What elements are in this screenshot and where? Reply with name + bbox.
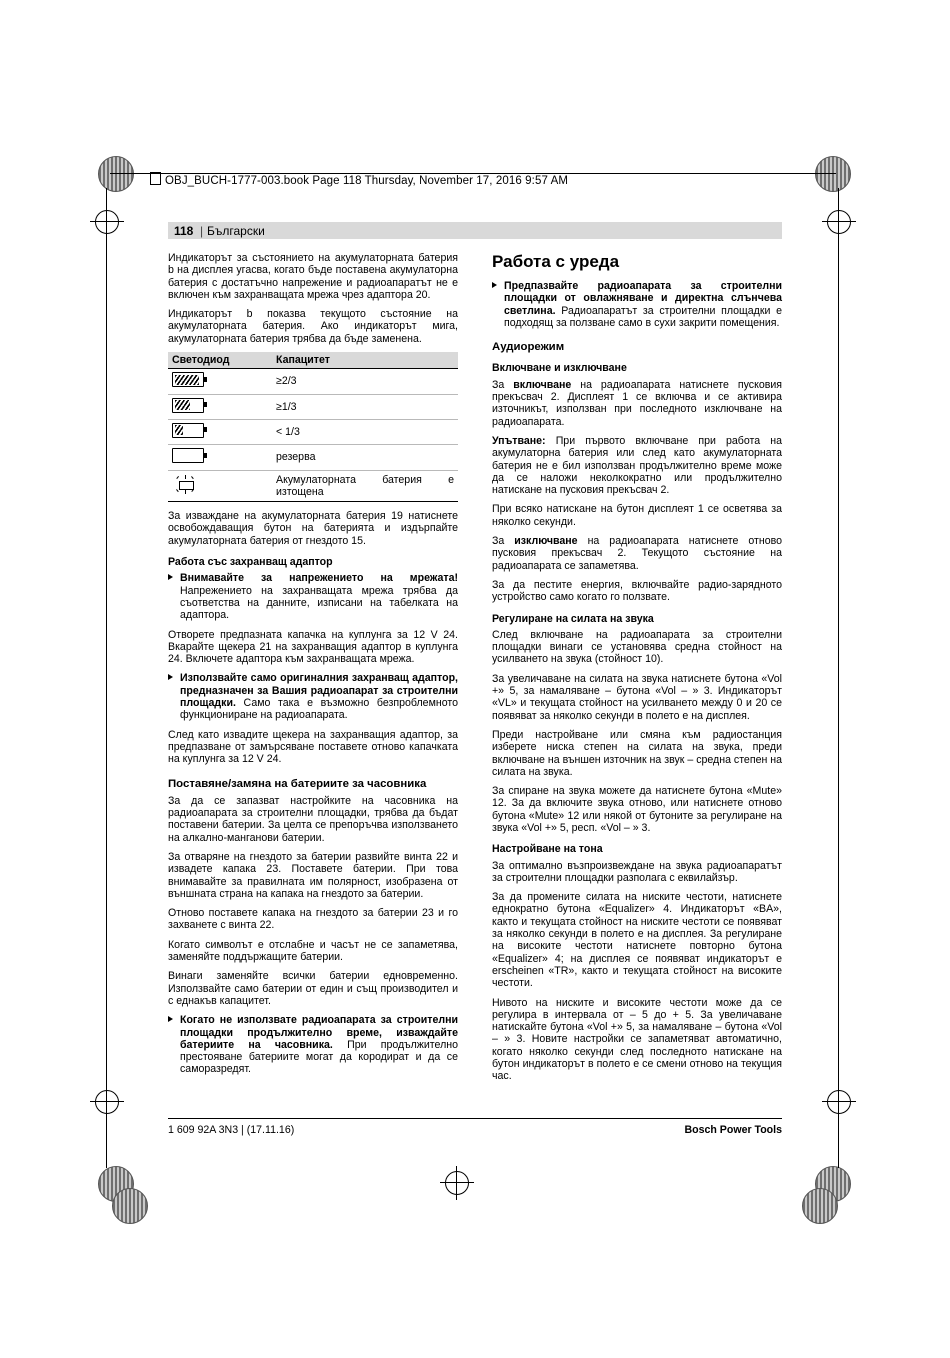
paragraph-note [492,435,782,496]
crop-mark-bottom-center-left [440,1166,474,1200]
paragraph-display-light: При всяко натискане на бутон дисплеят 1 се осветява за няколко секунди. [492,503,782,528]
bullet-bold-text: Когато не използвате радиоапарата за строителни площадки продължително време, изваждайте батериите на часовника. [180,1014,458,1051]
table-header-led: Светодиод [168,352,272,369]
bullet-bold-text: Използвайте само оригиналния захранващ адаптор, предназначен за Вашия радиоапарат за строителни площадки. [180,672,458,710]
capacity-value: < 1/3 [272,419,458,444]
heading-on-off: Включване и изключване [492,362,627,375]
paragraph-remove-battery: За изваждане на акумулаторната батерия 19 натиснете освобождаващия бутон на батерията и издърпайте акумулаторната батерия от гнездото 15. [168,510,458,547]
capacity-value: резерва [272,445,458,470]
switch-off-rest: на радиоапарата натиснете отново пусковия прекъсвач 2. Текущото състояние на радиоапарата се запаметява. [492,535,782,572]
paragraph-volume-3: Преди настройване или смяна към радиостанция изберете ниска степен на силата на звука, преди включване на външен източник на звук – средна степен на силата на звука. [492,728,782,778]
left-column [168,252,458,1083]
footer-brand: Bosch Power Tools [684,1124,782,1136]
table-row [168,394,458,419]
paragraph-clock-1: За да се запазват настройките на часовника на радиоапарата за строителни площадки, трябва да бъдат поставени батерии. За целта се препоръчва използването на алкално-манганови батерии. [168,794,458,844]
table-row [168,369,458,394]
paragraph-switch-on [492,379,782,428]
paragraph-volume-2: За увеличаване на силата на звука натиснете бутона «Vol +» 5, за намаляване – бутона «Vol – » 3. Индикаторът «VL» и текущата стойност на усилването между 0 и 20 се появяват за няколко секунди в полето e на дисплея. [492,672,782,722]
lamp-blinking-icon [168,470,272,502]
switch-off-pre: За [492,535,515,548]
paragraph-clock-5: Винаги заменяйте всички батерии едновременно. Използвайте само батерии от един и същ производител и с еднакъв капацитет. [168,970,458,1007]
bullet-text: При продължително престояване батериите могат да кородират и да се саморазредят. [180,1038,458,1076]
running-head [168,222,782,239]
battery-one-third-icon [168,419,272,444]
bullet-text: Напрежението на захранващата мрежа трябва да съответства на данните, изписани на табелката на адаптора. [180,584,458,622]
heading-volume: Регулиране на силата на звука [492,612,654,625]
paragraph-tone-2: За да промените силата на ниските честоти, натиснете еднократно бутона «Equalizer» 4. Индикаторът «BA», както и текущата стойност на ниските честоти се появяват за няколко секунди в полето e на дисплея. За регулиране на високите честоти натиснете повторно бутона «Equalizer» 4; на дисплея се появяват индикаторът e erscheinen «TR», както и текущата стойност на високите честоти. [492,891,782,990]
crop-mark-left-lower [90,1085,124,1119]
capacity-value: ≥1/3 [272,394,458,419]
bullet-original-adapter [168,672,458,721]
registration-circle-top-left [98,156,134,192]
crop-mark-right-upper [822,205,856,239]
registration-circle-bottom-center [112,1188,148,1224]
crop-mark-right-lower [822,1085,856,1119]
table-row [168,470,458,502]
paragraph-clock-3: Отново поставете капака на гнездото за батерии 23 и го захванете с винта 22. [168,907,458,932]
paragraph-tone-3: Нивото на ниските и високите честоти може да се регулира в интервала от – 5 до + 5. За увеличаване натискайте бутона «Vol +» 5, за намаляване – бутона «Vol – » 3. Новите настройки се запаметяват автоматично, когато няколко секунди след последното натискане на бутон индикаторът в полето e се смени отново на текущия час. [492,996,782,1083]
bullet-protect-device [492,280,782,329]
table-header-capacity: Капацитет [272,352,458,369]
running-head-separator: | [200,224,204,238]
paragraph-volume-4: За спиране на звука можете да натиснете бутона «Mute» 12. За да включите звука отново, или натиснете отново бутона «Mute» 12 или някой от бутоните за регулиране на звука «Vol +» 5, респ. «Vol – » 3. [492,785,782,834]
frame-icon [150,172,161,185]
crop-mark-left-upper [90,205,124,239]
battery-capacity-table [168,352,458,502]
battery-full-icon [168,369,272,394]
running-head-language: Български [207,224,265,238]
table-row [168,419,458,444]
book-file-text: OBJ_BUCH-1777-003.book Page 118 Thursday, November 17, 2016 9:57 AM [165,175,569,187]
note-label: Упътване: [492,434,546,447]
heading-power-adapter: Работа със захранващ адаптор [168,556,333,569]
capacity-value: Акумулаторната батерия е изтощена [272,470,458,502]
triangle-bullet-icon [168,1016,173,1022]
paragraph-energy-save: За да пестите енергия, включвайте радио-зарядното устройство само когато го ползвате. [492,578,782,604]
battery-two-thirds-icon [168,394,272,419]
paragraph-clock-4: Когато символът e отслабне и часът не се запаметява, заменяйте поддържащите батерии. [168,938,458,964]
heading-clock-batteries: Поставяне/замяна на батериите за часовника [168,777,427,790]
switch-on-pre: За [492,378,514,391]
switch-on-bold: включване [513,378,572,391]
registration-circle-top-right [815,156,851,192]
heading-tone: Настройване на тона [492,843,603,856]
table-row [168,445,458,470]
page-number: 118 [174,224,194,238]
right-column [492,252,782,1090]
trim-line-right [838,188,839,1168]
registration-circle-bottom-center-2 [802,1188,838,1224]
footer-rule [168,1118,782,1119]
paragraph-tone-1: За оптимално възпроизвеждане на звука радиоапаратът за строителни площадки разполага с еквилайзър. [492,859,782,884]
bullet-remove-clock-batteries [168,1014,458,1075]
bullet-mains-voltage [168,572,458,621]
book-file-header [150,172,568,187]
paragraph-battery-indicator-1: Индикаторът за състоянието на акумулаторната батерия b на дисплея угасва, когато бъде поставена акумулаторна батерия с достатъчно напрежение и радиоапаратът не е включен към захранващата мрежа чрез адаптора 20. [168,252,458,301]
paragraph-adapter-cap: След като извадите щекера на захранващия адаптор, за предпазване от замърсяване поставете отново капачката на куплунга за 12 V 24. [168,728,458,766]
paragraph-adapter-connect: Отворете предпазната капачка на куплунга за 12 V 24. Вкарайте щекера 21 на захранващия адаптор в куплунга 24. Включете адаптора към захранващата мрежа. [168,628,458,666]
switch-off-bold: изключване [514,535,578,548]
triangle-bullet-icon [168,574,173,580]
heading-operation: Работа с уреда [492,252,620,271]
bullet-bold-text: Предпазвайте радиоапарата за строителни площадки от овлажняване и директна слънчева светлина. [504,280,782,317]
paragraph-battery-indicator-2: Индикаторът b показва текущото състояние на акумулаторната батерия. Ако индикаторът мига, акумулаторната батерия трябва да бъде заменена. [168,308,458,345]
bullet-text: Радиоапаратът за строителни площадки е подходящ за ползване само в сухи закрити помещения. [504,304,782,329]
trim-line-left [106,188,107,1168]
bullet-bold-text: Внимавайте за напрежението на мрежата! [180,572,458,585]
heading-audio-mode: Аудиорежим [492,341,565,354]
paragraph-volume-1: След включване на радиоапарата за строителни площадки винаги се установява средна стойност на усилването на звука (стойност 10). [492,628,782,666]
footer-document-number: 1 609 92A 3N3 | (17.11.16) [168,1124,295,1136]
triangle-bullet-icon [492,282,497,288]
switch-on-rest: на радиоапарата натиснете пусковия прекъсвач 2. Дисплеят 1 се включва и се активира източникът, използван при последното изключване на радиоапарата. [492,378,783,428]
paragraph-clock-2: За отваряне на гнездото за батерии развийте винта 22 и извадете капака 23. Поставете батерии. При това внимавайте за правилната им полярност, изобразена от външната страна на капака на гнездото за батерии. [168,850,458,900]
table-header-row [168,352,458,369]
note-text: При първото включване при работа на акумулаторна батерия или след като акумулаторната батерия не е бил използван продължително време може да се наложи неколкократно или продължително натискане на пусковия прекъсвач 2. [492,434,782,497]
triangle-bullet-icon [168,674,173,680]
bullet-text: Само така е възможно безпроблемното функциониране на радиоапарата. [180,697,458,722]
paragraph-switch-off [492,535,782,572]
capacity-value: ≥2/3 [272,369,458,394]
battery-empty-icon [168,445,272,470]
